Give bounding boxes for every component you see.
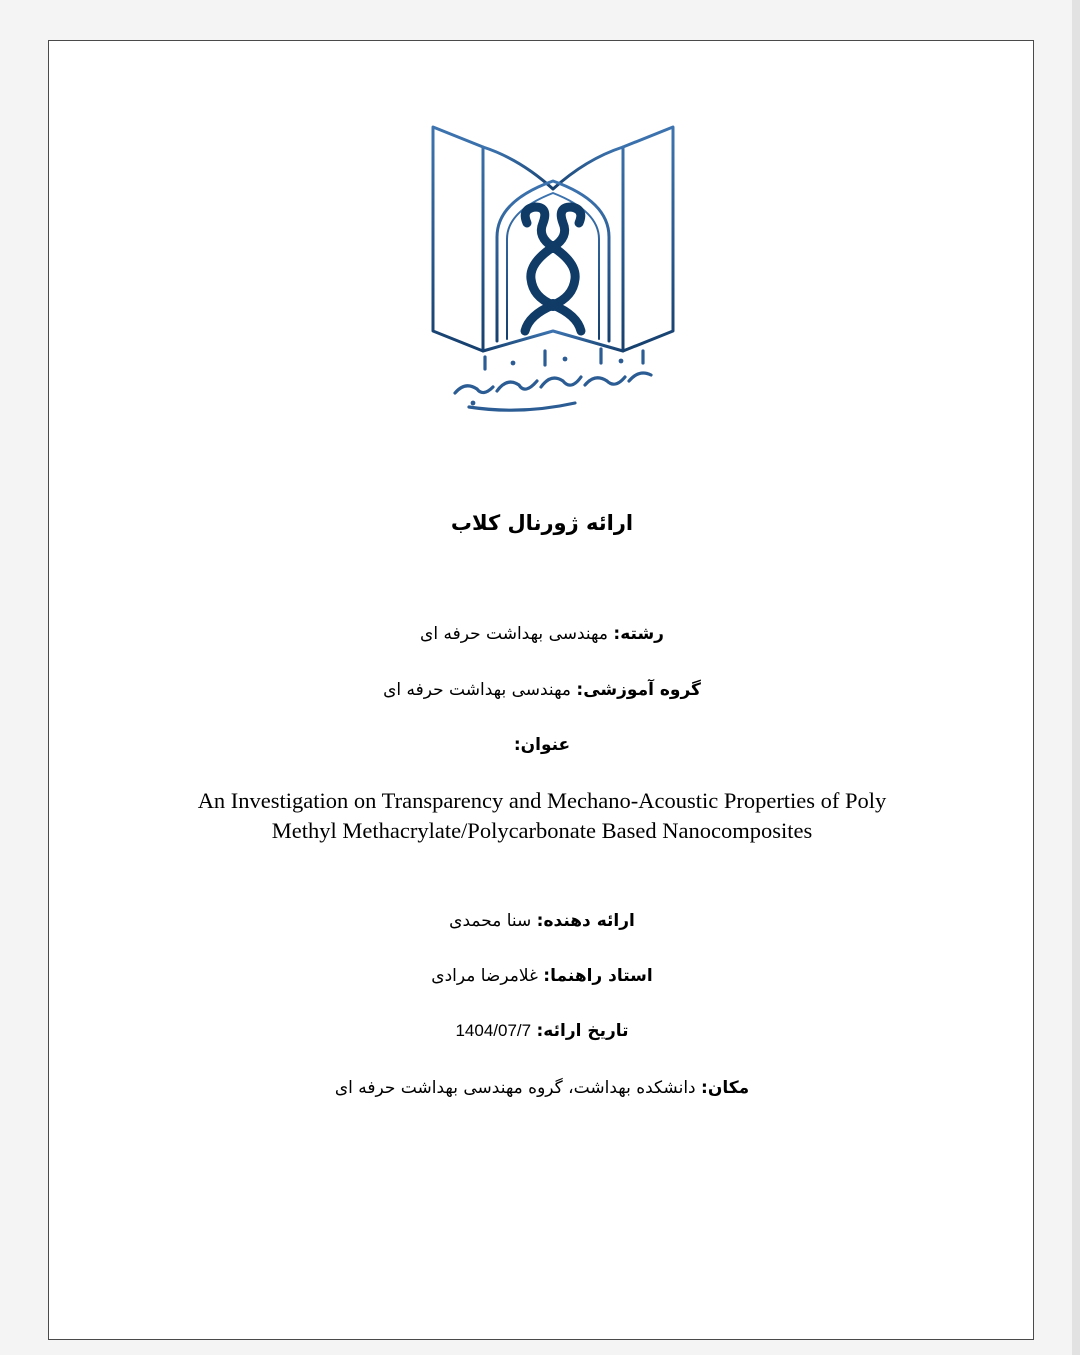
- place-value: دانشکده بهداشت، گروه مهندسی بهداشت حرفه ای: [334, 1078, 696, 1098]
- field-value: مهندسی بهداشت حرفه ای: [420, 624, 608, 644]
- presenter-label: ارائه دهنده:: [536, 911, 635, 931]
- paper-title-line-2: Methyl Methacrylate/Polycarbonate Based Nanocomposites: [271, 818, 813, 843]
- department-label: گروه آموزشی:: [576, 680, 701, 700]
- field-line: [49, 624, 1035, 644]
- department-line: [49, 680, 1035, 700]
- university-logo: [425, 119, 681, 419]
- viewer-scroll-edge: [1072, 0, 1080, 1355]
- document-page: [48, 40, 1034, 1340]
- subject-label: عنوان:: [513, 735, 571, 755]
- advisor-label: استاد راهنما:: [543, 966, 653, 986]
- date-label: تاریخ ارائه:: [536, 1021, 629, 1041]
- document-heading: ارائه ژورنال کلاب: [450, 511, 634, 535]
- advisor-line: [49, 966, 1035, 986]
- paper-title-line-1: An Investigation on Transparency and Mechano-Acoustic Properties of Poly: [197, 788, 887, 813]
- date-value: 1404/07/7: [455, 1021, 532, 1040]
- field-label: رشته:: [613, 624, 664, 644]
- date-line: [49, 1021, 1035, 1041]
- book-emblem-icon: [425, 119, 681, 419]
- advisor-value: غلامرضا مرادی: [431, 966, 538, 986]
- place-line: [49, 1078, 1035, 1098]
- place-label: مکان:: [701, 1078, 750, 1098]
- presenter-line: [49, 911, 1035, 931]
- presenter-value: سنا محمدی: [449, 911, 532, 931]
- department-value: مهندسی بهداشت حرفه ای: [383, 680, 572, 700]
- paper-title: [129, 786, 955, 846]
